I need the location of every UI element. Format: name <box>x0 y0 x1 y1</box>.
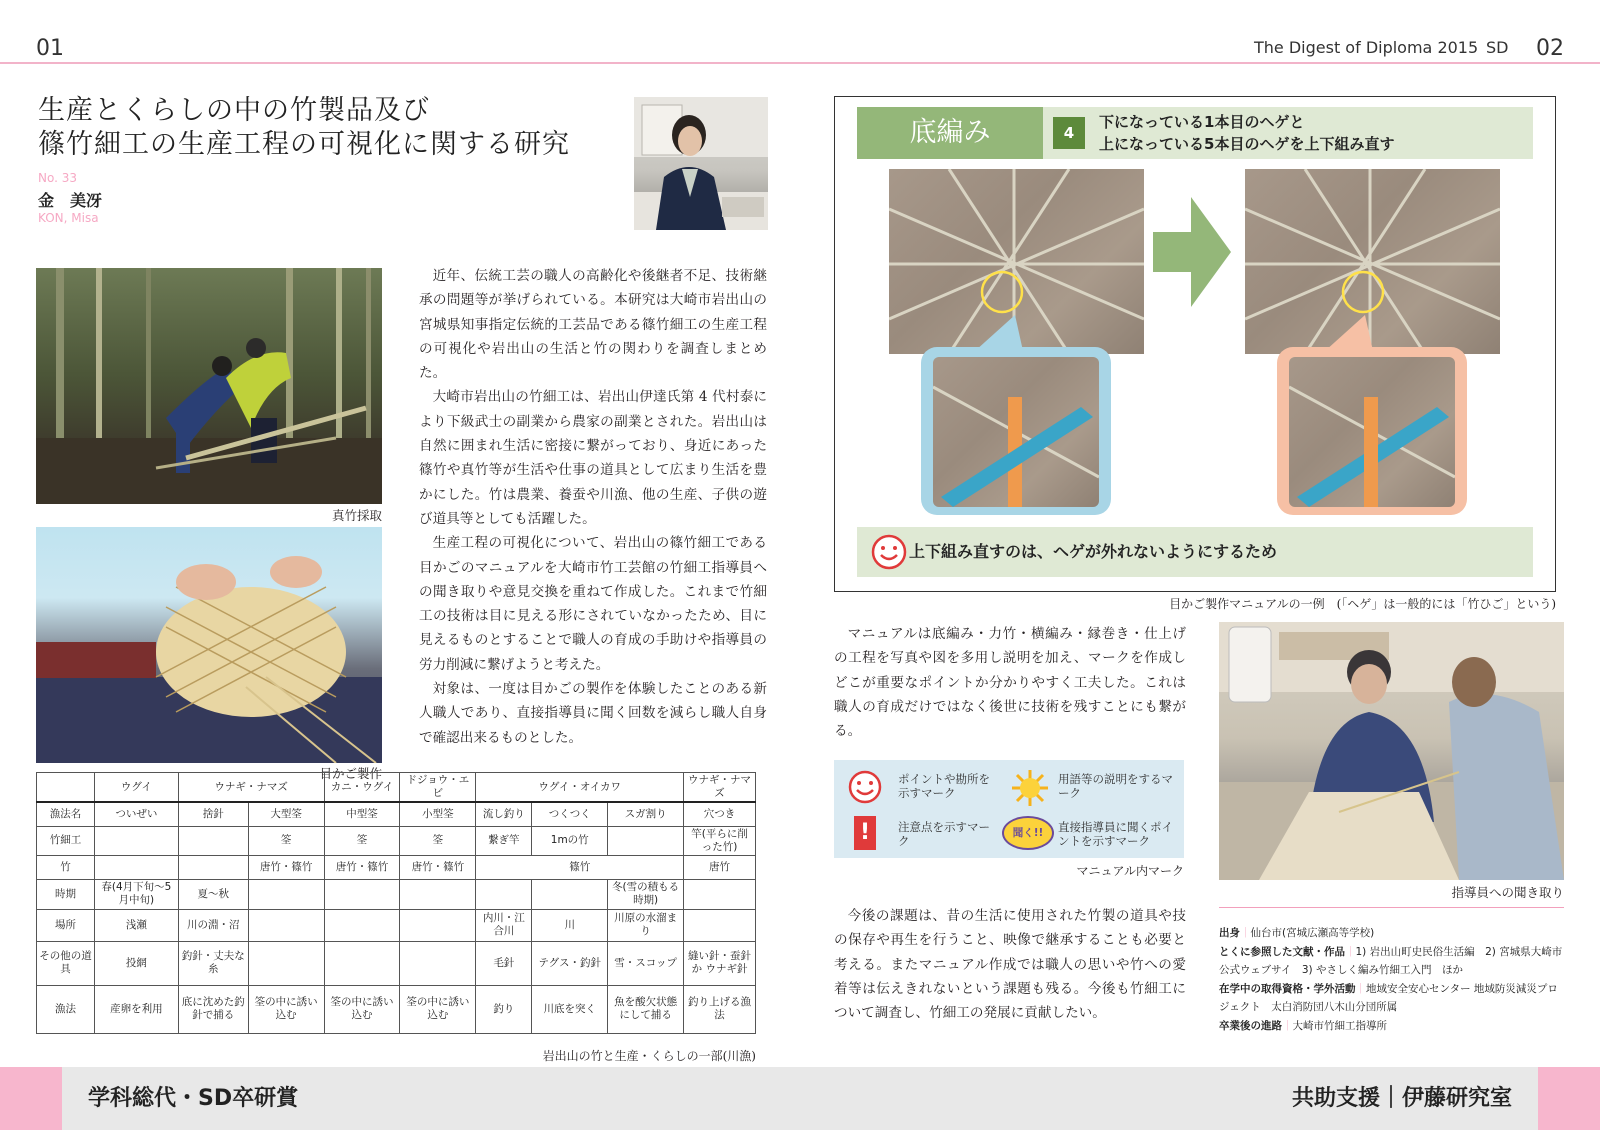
section-tag: SD <box>1486 38 1509 57</box>
author-name: 金 美冴 <box>38 191 103 210</box>
table-cell: 春(4月下旬〜5月中旬) <box>94 879 178 909</box>
table-cell: 浅瀬 <box>94 909 178 941</box>
manual-footer <box>857 527 1533 577</box>
table-cell: 竿(平らに削った竹) <box>684 826 756 855</box>
table-cell <box>248 879 324 909</box>
footer-award: 学科総代・SD卒研賞 <box>88 1086 299 1111</box>
table-cell: 筌 <box>400 826 476 855</box>
digest-title: The Digest of Diploma 2015 <box>1254 38 1479 57</box>
table-cell <box>37 773 95 803</box>
arrow-right-icon <box>1153 197 1231 307</box>
table-cell <box>476 879 532 909</box>
interview-scene <box>1219 622 1564 880</box>
table-cell <box>400 941 476 985</box>
table-cell: 毛針 <box>476 941 532 985</box>
table-cell: 川の淵・沼 <box>178 909 248 941</box>
paragraph-2: 大崎市岩出山の竹細工は、岩出山伊達氏第 4 代村泰により下級武士の副業から農家の副業とされた。岩出山は自然に囲まれ生活に密接に繋がっており、身近にあった篠竹や真竹等が生活や仕事の道具として広まり生活を豊かにした。竹は農業、養蚕や川漁、他の生産、子供の遊び道具等としても活躍した。 <box>419 389 767 527</box>
left-page-number: 01 <box>36 36 64 61</box>
footer-lab: 共助支援｜伊藤研究室 <box>1291 1086 1512 1111</box>
table-cell: 冬(雪の積もる時期) <box>608 879 684 909</box>
info-refs-value: 1) 岩出山町史民俗生活編 2) 宮城県大崎市公式ウェブサイ 3) やさしく編み竹細工入門 ほか <box>1219 945 1563 977</box>
zoom-after-frame <box>1277 347 1467 515</box>
basket-making-photo <box>36 527 382 763</box>
table-cell <box>400 879 476 909</box>
table-cell: 大型筌 <box>248 802 324 826</box>
table-cell: ウグイ・オイカワ <box>476 773 684 803</box>
table-row-season <box>37 879 756 909</box>
interview-photo <box>1219 622 1564 880</box>
table-cell: 筌の中に誘い込む <box>400 985 476 1033</box>
footer-left-accent <box>0 1067 62 1130</box>
table-cell: 川底を突く <box>532 985 608 1033</box>
callout-after-pointer <box>1325 315 1373 351</box>
table-cell: 筌 <box>248 826 324 855</box>
table-cell <box>324 941 400 985</box>
table-cell: 繋ぎ竿 <box>476 826 532 855</box>
table-cell: 夏〜秋 <box>178 879 248 909</box>
footer-right-accent <box>1538 1067 1600 1130</box>
basket-scene <box>36 527 382 763</box>
sun-mark-icon <box>1010 768 1050 808</box>
forest-scene <box>36 268 382 504</box>
table-cell <box>532 879 608 909</box>
table-cell: 篠竹 <box>476 855 684 879</box>
table-cell: テグス・釣針 <box>532 941 608 985</box>
table-cell <box>178 855 248 879</box>
table-cell: 川 <box>532 909 608 941</box>
info-divider <box>1219 907 1564 908</box>
table-cell: 筌 <box>324 826 400 855</box>
info-origin-value: 仙台市(宮城広瀬高等学校) <box>1250 927 1375 939</box>
table-cell: つくつく <box>532 802 608 826</box>
left-body-text <box>419 264 767 750</box>
info-separator: ｜ <box>1355 982 1366 995</box>
manual-step-text <box>1099 111 1394 155</box>
table-cell: 縫い針・蚕針か ウナギ針 <box>684 941 756 985</box>
manual-figure <box>834 96 1556 592</box>
table-cell <box>178 826 248 855</box>
header-rule <box>0 62 1600 64</box>
table-cell: 中型筌 <box>324 802 400 826</box>
table-row-bamboo <box>37 855 756 879</box>
table-cell: 漁法 <box>37 985 95 1033</box>
bamboo-harvest-photo <box>36 268 382 504</box>
table-cell: 唐竹・篠竹 <box>248 855 324 879</box>
zoom-before-photo <box>933 357 1099 507</box>
entry-number: No. 33 <box>38 171 78 185</box>
caption-table: 岩出山の竹と生産・くらしの一部(川漁) <box>542 1049 756 1063</box>
table-cell <box>94 855 178 879</box>
table-cell <box>608 826 684 855</box>
paragraph-1: 近年、伝統工芸の職人の高齢化や後継者不足、技術継承の問題等が挙げられている。本研究は大崎市岩出山の宮城県知事指定伝統的工芸品である篠竹細工の生産工程の可視化や岩出山の生活と竹の関わりを調査しまとめた。 <box>419 268 767 382</box>
table-cell: ウナギ・ナマズ <box>178 773 324 803</box>
manual-step-number: 4 <box>1053 117 1085 149</box>
page-footer <box>0 1067 1600 1130</box>
author-info <box>1219 924 1564 1036</box>
table-cell: 釣り <box>476 985 532 1033</box>
manual-step-line-2: 上になっている5本目のヘゲを上下組み直す <box>1099 135 1395 153</box>
table-cell: 内川・江合川 <box>476 909 532 941</box>
info-separator: ｜ <box>1345 945 1356 958</box>
table-cell: 釣り上げる漁法 <box>684 985 756 1033</box>
caption-manual: 目かご製作マニュアルの一例 (「ヘゲ」は一般的には「竹ひご」という) <box>1169 597 1556 611</box>
caption-bamboo-harvest: 真竹採取 <box>331 508 382 523</box>
table-cell: 魚を酸欠状態にして捕る <box>608 985 684 1033</box>
zoom-after-photo <box>1289 357 1455 507</box>
table-cell: 竹細工 <box>37 826 95 855</box>
table-cell: 場所 <box>37 909 95 941</box>
paragraph-5: マニュアルは底編み・力竹・横編み・縁巻き・仕上げの工程を写真や図を多用し説明を加え、マークを作成しどこが重要なポイントか分かりやすく工夫した。これは職人の育成だけではなく後世に技術を残すことにも繋がる。 <box>834 626 1186 740</box>
paragraph-3: 生産工程の可視化について、岩出山の篠竹細工である目かごのマニュアルを大崎市竹工芸館の竹細工指導員への聞き取りや意見交換を重ねて作成した。これまで竹細工の技術は目に見える形にされていなかったため、目に見えるものとすることで職人の育成の手助けや指導員の労力削減に繋げようと考えた。 <box>419 535 767 673</box>
table-cell: ウグイ <box>94 773 178 803</box>
table-cell: 川原の水溜まり <box>608 909 684 941</box>
title-line-1: 生産とくらしの中の竹製品及び <box>38 95 430 126</box>
paragraph-4: 対象は、一度は目かごの製作を体験したことのある新人職人であり、直接指導員に聞く回数を減らし職人自身で確認出来るものとした。 <box>419 681 767 746</box>
table-cell: 雪・スコップ <box>608 941 684 985</box>
manual-footer-text: 上下組み直すのは、ヘゲが外れないようにするため <box>909 542 1278 561</box>
table-cell: カニ・ウグイ <box>324 773 400 803</box>
table-cell <box>248 909 324 941</box>
table-cell <box>400 909 476 941</box>
table-cell: 穴つき <box>684 802 756 826</box>
author-portrait <box>634 97 768 230</box>
table-cell: 竹 <box>37 855 95 879</box>
caption-interview: 指導員への聞き取り <box>1451 885 1564 900</box>
table-row-place <box>37 909 756 941</box>
mark-ask-text: 直接指導員に聞くポイントを示すマーク <box>1058 820 1173 848</box>
manual-header <box>857 107 1533 159</box>
caption-basket-making: 目かご製作 <box>319 766 382 781</box>
table-cell: ドジョウ・エビ <box>400 773 476 803</box>
manual-marks-legend <box>834 760 1184 858</box>
table-cell: 時期 <box>37 879 95 909</box>
table-cell: 小型筌 <box>400 802 476 826</box>
info-career-value: 大崎市竹細工指導所 <box>1292 1019 1387 1032</box>
table-cell: 捨針 <box>178 802 248 826</box>
table-cell: 流し釣り <box>476 802 532 826</box>
zoom-after-strips <box>1289 357 1455 507</box>
table-cell: 筌の中に誘い込む <box>248 985 324 1033</box>
info-career-label: 卒業後の進路 <box>1219 1019 1282 1032</box>
info-refs-label: とくに参照した文献・作品 <box>1219 945 1345 958</box>
paragraph-6: 今後の課題は、昔の生活に使用された竹製の道具や技の保存や再生を行うこと、映像で継承することも必要と考える。またマニュアル作成では職人の思いや竹への愛着等は伝えきれないという課題も残る。今後も竹細工について調査し、竹細工の発展に貢献したい。 <box>834 908 1186 1022</box>
table-cell: 唐竹・篠竹 <box>324 855 400 879</box>
table-cell: 産卵を利用 <box>94 985 178 1033</box>
info-separator: ｜ <box>1240 927 1251 939</box>
table-cell: 投網 <box>94 941 178 985</box>
portrait-figure <box>634 97 768 230</box>
zoom-before-strips <box>933 357 1099 507</box>
info-activity <box>1219 980 1564 1017</box>
info-career <box>1219 1017 1564 1036</box>
table-cell <box>324 879 400 909</box>
table-cell: 唐竹・篠竹 <box>400 855 476 879</box>
smiley-point-icon <box>871 534 907 570</box>
right-body-text-1 <box>834 622 1186 743</box>
table-cell: 釣針・丈夫な糸 <box>178 941 248 985</box>
zoom-before-frame <box>921 347 1111 515</box>
table-cell: 底に沈めた釣針で捕る <box>178 985 248 1033</box>
table-cell: 1mの竹 <box>532 826 608 855</box>
manual-step-line-1: 下になっている1本目のヘゲと <box>1099 113 1305 131</box>
table-cell: その他の道具 <box>37 941 95 985</box>
mark-term-text: 用語等の説明をするマーク <box>1058 772 1173 800</box>
mark-point-text: ポイントや勘所を示すマーク <box>898 772 990 800</box>
table-row-bamboo-work <box>37 826 756 855</box>
author-name-en: KON, Misa <box>38 211 99 225</box>
table-row-technique <box>37 985 756 1033</box>
ask-mark-icon: 聞く!! <box>1002 816 1054 850</box>
table-cell <box>248 941 324 985</box>
callout-before-pointer <box>975 315 1023 351</box>
info-activity-value: 地域安全安心センター 地域防災減災プロジェクト 太白消防団八木山分団所属 <box>1219 982 1558 1014</box>
smiley-mark-icon <box>848 770 882 804</box>
table-cell: 漁法名 <box>37 802 95 826</box>
right-body-text-2 <box>834 904 1186 1025</box>
table-row-fish <box>37 773 756 803</box>
table-cell <box>324 909 400 941</box>
article-title <box>38 94 618 162</box>
caution-mark-icon: ! <box>854 816 876 850</box>
table-cell <box>94 826 178 855</box>
info-activity-label: 在学中の取得資格・学外活動 <box>1219 982 1356 995</box>
info-separator: ｜ <box>1282 1019 1293 1032</box>
table-row-tools <box>37 941 756 985</box>
title-line-2: 篠竹細工の生産工程の可視化に関する研究 <box>38 129 570 160</box>
table-cell: ついぜい <box>94 802 178 826</box>
table-cell: ウナギ・ナマズ <box>684 773 756 803</box>
table-row-method <box>37 802 756 826</box>
table-cell <box>684 879 756 909</box>
right-page-number: 02 <box>1536 36 1564 61</box>
table-cell: 筌の中に誘い込む <box>324 985 400 1033</box>
fishing-table <box>36 772 756 1034</box>
info-origin-label: 出身 <box>1219 927 1240 939</box>
table-cell: 唐竹 <box>684 855 756 879</box>
mark-caution-text: 注意点を示すマーク <box>898 820 990 848</box>
info-refs <box>1219 943 1564 980</box>
table-cell <box>684 909 756 941</box>
manual-section-label: 底編み <box>857 107 1043 159</box>
info-origin <box>1219 924 1564 943</box>
caption-marks: マニュアル内マーク <box>1076 864 1184 878</box>
table-cell: スガ割り <box>608 802 684 826</box>
